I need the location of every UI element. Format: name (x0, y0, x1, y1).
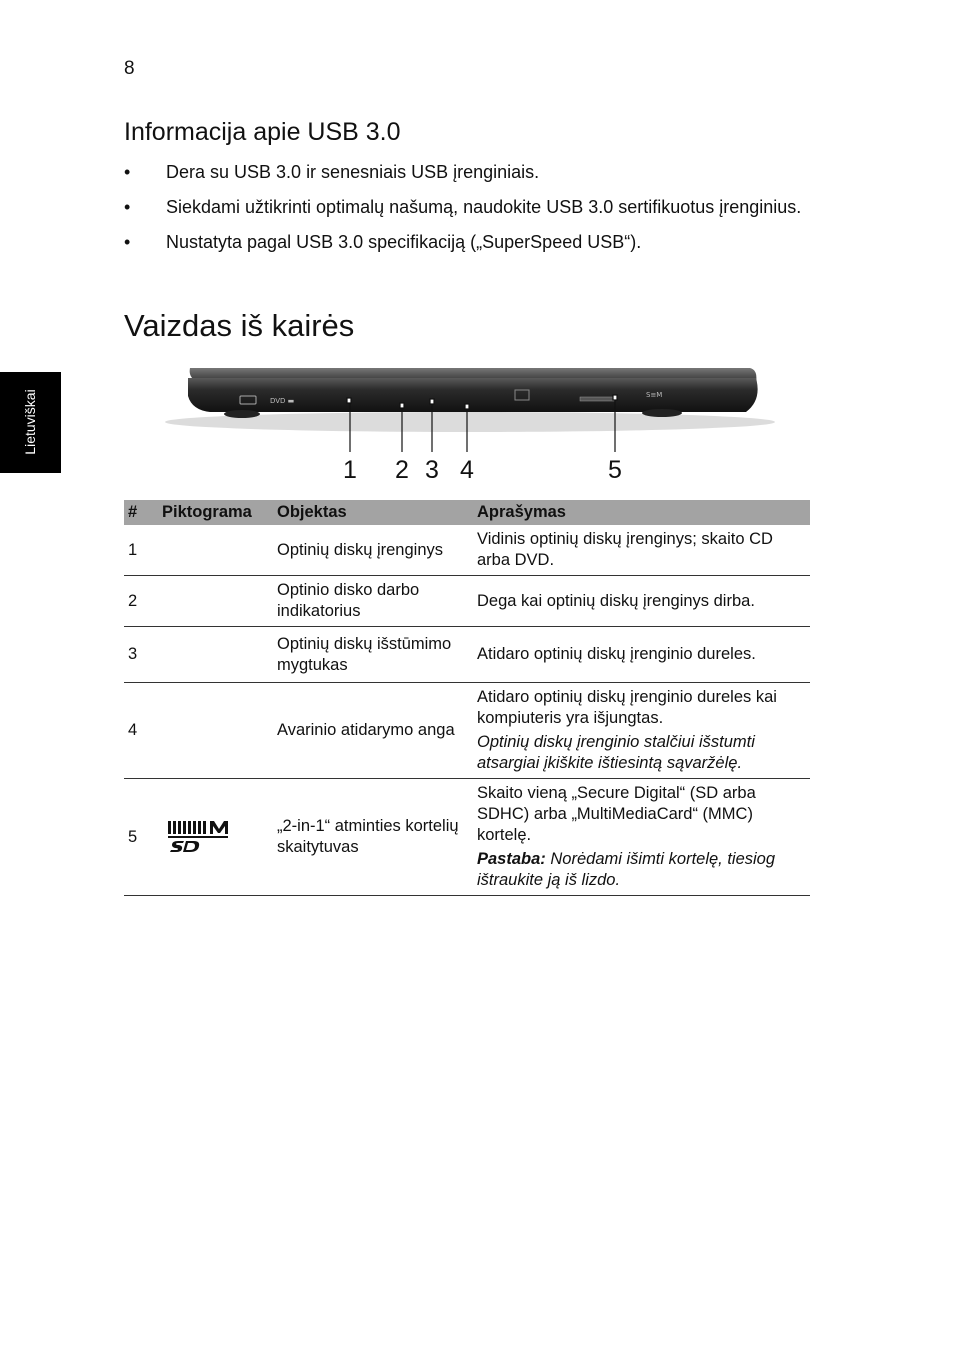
row-object: Optinio disko darbo indikatorius (273, 576, 473, 627)
row-description: Vidinis optinių diskų įrenginys; skaito CD arba DVD. (473, 525, 810, 576)
callout-number: 3 (425, 456, 439, 484)
table-row (124, 627, 810, 683)
row-icon (158, 525, 273, 576)
row-description: Atidaro optinių diskų įrenginio dureles. (473, 627, 810, 683)
list-item: • Dera su USB 3.0 ir senesniais USB įrenginiais. (124, 162, 540, 182)
row-number: 1 (124, 525, 158, 576)
row-icon (158, 683, 273, 779)
description-note (477, 849, 806, 891)
callout-number: 5 (608, 456, 622, 484)
table-row (124, 525, 810, 576)
left-view-title: Vaizdas iš kairės (124, 308, 355, 343)
row-number: 5 (124, 779, 158, 896)
bullet-icon: • (124, 197, 131, 217)
callout-number: 2 (395, 456, 409, 484)
list-item: • Siekdami užtikrinti optimalų našumą, naudokite USB 3.0 sertifikuotus įrenginius. (124, 197, 802, 217)
row-icon (158, 627, 273, 683)
list-item: • Nustatyta pagal USB 3.0 specifikaciją („SuperSpeed USB“). (124, 232, 642, 252)
table-row (124, 576, 810, 627)
usb-bullet-list (124, 160, 814, 265)
column-header: Piktograma (158, 500, 273, 525)
mmc-sd-icon (168, 819, 230, 855)
language-label: Lietuviškai (22, 389, 38, 455)
column-header: # (124, 500, 158, 525)
column-header: Objektas (273, 500, 473, 525)
callout-number: 4 (460, 456, 474, 484)
row-object: Optinių diskų įrenginys (273, 525, 473, 576)
row-number: 2 (124, 576, 158, 627)
callout-number: 1 (343, 456, 357, 484)
note-text: Norėdami išimti kortelę, tiesiog ištraukite ją iš lizdo. (477, 850, 776, 889)
row-object: Optinių diskų išstūmimo mygtukas (273, 627, 473, 683)
row-number: 3 (124, 627, 158, 683)
row-number: 4 (124, 683, 158, 779)
table-row (124, 683, 810, 779)
svg-text:DVD ▬: DVD ▬ (270, 397, 295, 405)
row-description (473, 779, 810, 896)
svg-text:S≡M: S≡M (646, 391, 663, 399)
description-note: Optinių diskų įrenginio stalčiui išstumti atsargiai įkiškite ištiesintą sąvaržėlę. (477, 733, 755, 772)
table-row (124, 779, 810, 896)
row-object: „2-in-1“ atminties kortelių skaitytuvas (273, 779, 473, 896)
ports-table (124, 500, 810, 896)
row-icon (158, 576, 273, 627)
column-header: Aprašymas (473, 500, 810, 525)
description-text: Atidaro optinių diskų įrenginio dureles kai kompiuteris yra išjungtas. (477, 688, 777, 727)
bullet-icon: • (124, 232, 131, 252)
page-number: 8 (124, 58, 135, 79)
row-icon (158, 779, 273, 896)
bullet-icon: • (124, 162, 131, 182)
usb-section-title: Informacija apie USB 3.0 (124, 118, 401, 146)
row-description: Dega kai optinių diskų įrenginys dirba. (473, 576, 810, 627)
description-text: Skaito vieną „Secure Digital“ (SD arba SDHC) arba „MultiMediaCard“ (MMC) kortelę. (477, 784, 756, 844)
table-header-row (124, 500, 810, 525)
language-side-tab (0, 372, 61, 473)
row-description (473, 683, 810, 779)
note-label: Pastaba: (477, 850, 546, 868)
row-object: Avarinio atidarymo anga (273, 683, 473, 779)
